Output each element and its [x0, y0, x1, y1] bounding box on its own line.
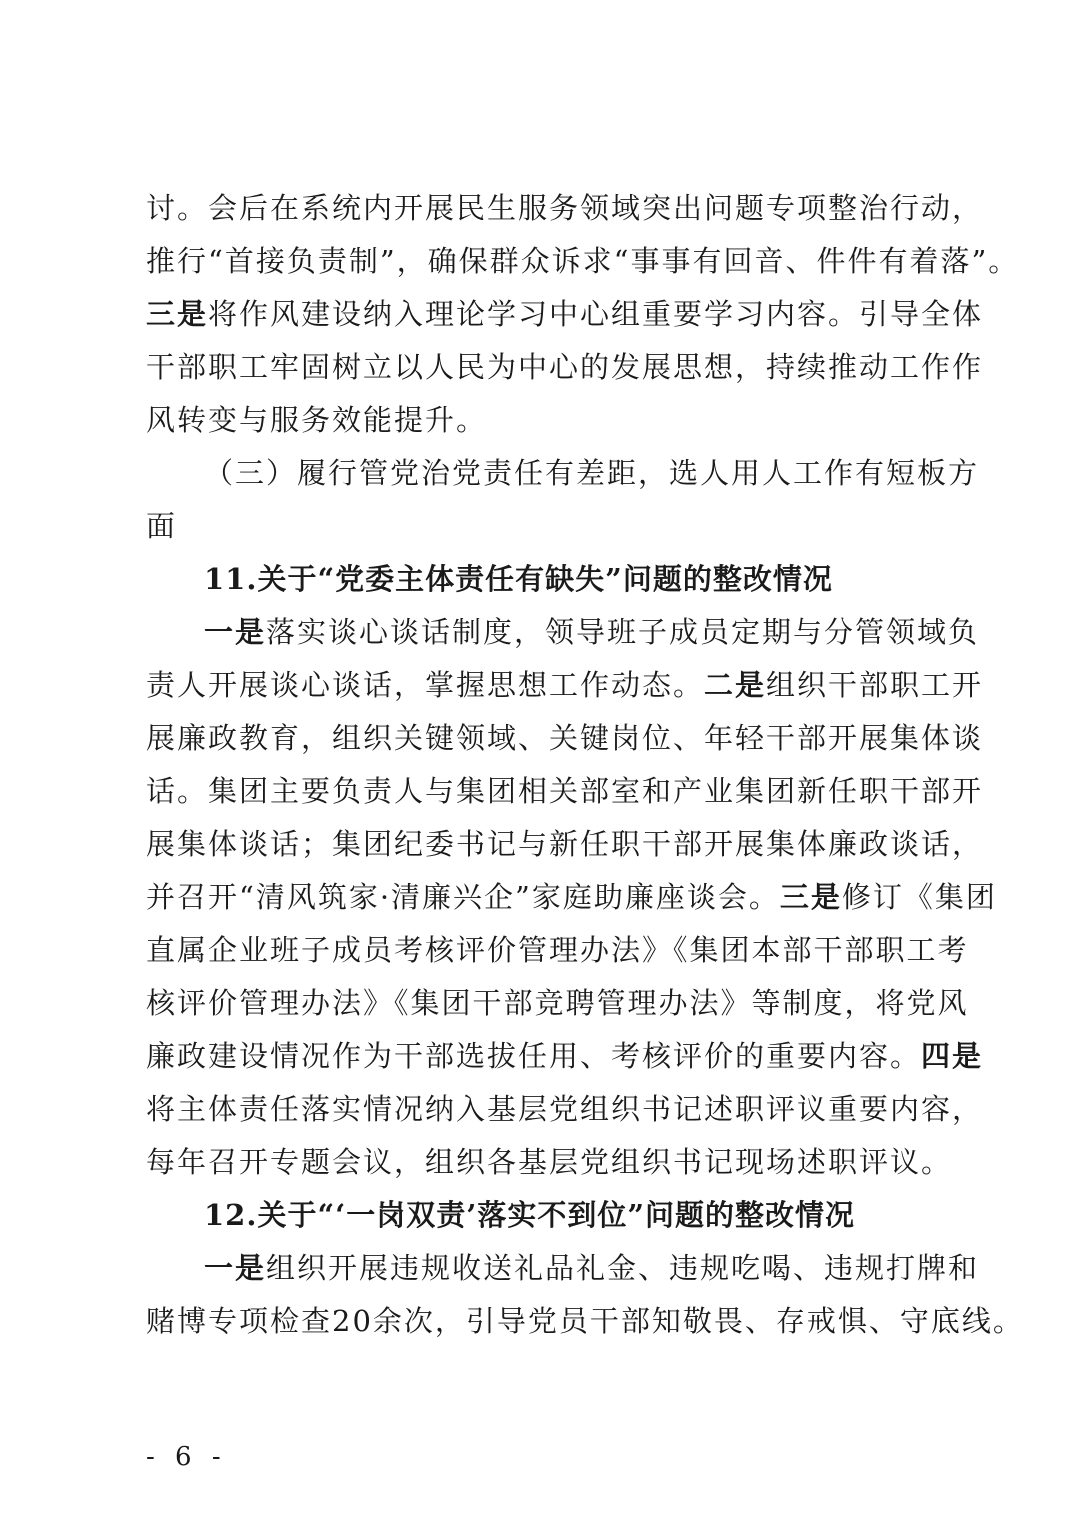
text-line — [146, 1242, 980, 1295]
bold-marker: 三是 — [146, 297, 209, 331]
line-text: 话。集团主要负责人与集团相关部室和产业集团新任职干部开 — [146, 774, 984, 808]
line-text: 干部职工牢固树立以人民为中心的发展思想，持续推动工作作 — [146, 350, 984, 384]
text-line — [146, 606, 980, 659]
bold-marker: 一是 — [204, 1251, 267, 1285]
line-text: 11.关于“党委主体责任有缺失”问题的整改情况 — [204, 562, 833, 596]
line-text: 面 — [146, 509, 178, 543]
text-line — [146, 818, 984, 871]
page-number: - 6 - — [146, 1442, 227, 1472]
line-text: （三）履行管党治党责任有差距，选人用人工作有短板方 — [204, 456, 980, 490]
text-line — [146, 500, 936, 553]
line-text: 组织干部职工开 — [766, 668, 984, 702]
line-text: 赌博专项检查20余次，引导党员干部知敬畏、存戒惧、守底线。 — [146, 1304, 1024, 1338]
text-line — [146, 447, 980, 500]
text-line — [146, 394, 936, 447]
line-text: 讨。会后在系统内开展民生服务领域突出问题专项整治行动， — [146, 191, 984, 225]
text-line — [146, 1030, 984, 1083]
text-line — [146, 235, 1020, 288]
line-text: 组织开展违规收送礼品礼金、违规吃喝、违规打牌和 — [266, 1251, 980, 1285]
bold-marker: 二是 — [704, 668, 767, 702]
line-text: 落实谈心谈话制度，领导班子成员定期与分管领域负 — [266, 615, 980, 649]
line-text: 直属企业班子成员考核评价管理办法》《集团本部干部职工考 — [146, 933, 969, 967]
text-line — [146, 341, 984, 394]
text-line — [146, 288, 984, 341]
line-text: 核评价管理办法》《集团干部竞聘管理办法》等制度，将党风 — [146, 986, 969, 1020]
bold-marker: 四是 — [921, 1039, 984, 1073]
text-line — [146, 1083, 984, 1136]
text-line — [146, 765, 984, 818]
line-text: 并召开“清风筑家·清廉兴企”家庭助廉座谈会。 — [146, 880, 780, 914]
line-text: 推行“首接负责制”，确保群众诉求“事事有回音、件件有着落”。 — [146, 244, 1020, 278]
line-text: 展集体谈话；集团纪委书记与新任职干部开展集体廉政谈话， — [146, 827, 984, 861]
text-line — [146, 871, 997, 924]
line-text: 每年召开专题会议，组织各基层党组织书记现场述职评议。 — [146, 1145, 953, 1179]
text-line — [146, 1136, 953, 1189]
section-heading — [146, 1189, 936, 1242]
line-text: 将作风建设纳入理论学习中心组重要学习内容。引导全体 — [208, 297, 984, 331]
text-line — [146, 182, 984, 235]
section-heading — [146, 553, 936, 606]
bold-marker: 一是 — [204, 615, 267, 649]
line-text: 修订《集团 — [841, 880, 997, 914]
text-line — [146, 659, 984, 712]
text-line — [146, 977, 969, 1030]
text-line — [146, 924, 969, 977]
line-text: 责人开展谈心谈话，掌握思想工作动态。 — [146, 668, 705, 702]
line-text: 风转变与服务效能提升。 — [146, 403, 488, 437]
line-text: 12.关于“‘一岗双责’落实不到位”问题的整改情况 — [204, 1198, 856, 1232]
text-line — [146, 1295, 1024, 1348]
text-line — [146, 712, 984, 765]
line-text: 廉政建设情况作为干部选拔任用、考核评价的重要内容。 — [146, 1039, 922, 1073]
line-text: 展廉政教育，组织关键领域、关键岗位、年轻干部开展集体谈 — [146, 721, 984, 755]
line-text: 将主体责任落实情况纳入基层党组织书记述职评议重要内容， — [146, 1092, 984, 1126]
body-text — [146, 182, 1024, 1348]
bold-marker: 三是 — [779, 880, 842, 914]
